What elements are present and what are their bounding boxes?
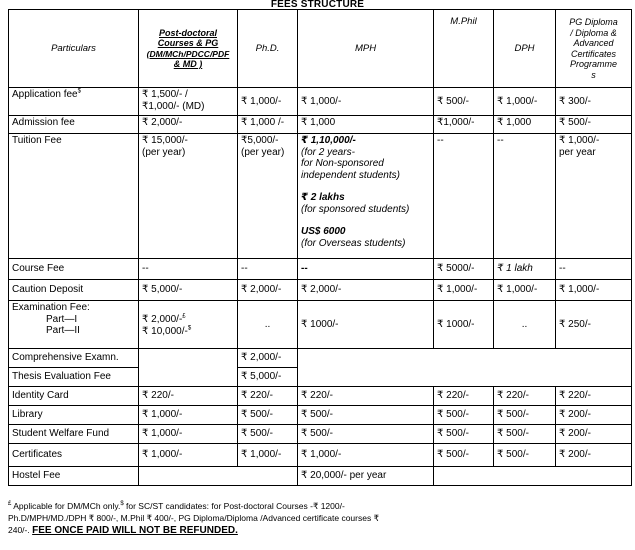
cell-mph: ₹ 500/- xyxy=(298,406,434,425)
cell-dph: ₹ 1,000/- xyxy=(494,280,556,301)
cell-phd: ₹ 2,000/- xyxy=(238,280,298,301)
cell-pgd: ₹ 1,000/- xyxy=(556,280,632,301)
cell-postdoc: ₹ 1,500/- / ₹1,000/- (MD) xyxy=(139,88,238,116)
cell-phd: ₹ 1,000/- xyxy=(238,88,298,116)
cell-mph: -- xyxy=(298,259,434,280)
footnote xyxy=(8,500,631,537)
row-label: Identity Card xyxy=(9,387,139,406)
cell-dph: ₹ 500/- xyxy=(494,406,556,425)
cell-dph: ₹ 1,000/- xyxy=(494,88,556,116)
header-postdoc-line: Post-doctoral xyxy=(158,27,217,38)
cell-postdoc: ₹ 2,000/- xyxy=(139,116,238,134)
header-mph: MPH xyxy=(298,10,434,88)
table-row xyxy=(9,134,632,259)
header-postdoc xyxy=(139,10,238,88)
table-row xyxy=(9,116,632,134)
cell-pgd: ₹ 300/- xyxy=(556,88,632,116)
table-row xyxy=(9,425,632,444)
cell-mph: ₹ 220/- xyxy=(298,387,434,406)
footnote-line-2: Ph.D/MPH/MD./DPH ₹ 800/-, M.Phil ₹ 400/-, PG Diploma/Diploma /Advanced certificate courses ₹ xyxy=(8,513,379,523)
table-row xyxy=(9,280,632,301)
cell-mph: ₹ 20,000/- per year xyxy=(298,467,434,486)
cell-pgd: ₹ 200/- xyxy=(556,406,632,425)
row-label: Student Welfare Fund xyxy=(9,425,139,444)
cell-dph: .. xyxy=(494,301,556,349)
row-label: Comprehensive Examn. xyxy=(9,349,139,368)
cell-mphil: ₹ 220/- xyxy=(434,387,494,406)
cell-phd: -- xyxy=(238,259,298,280)
cell-mphil: ₹1,000/- xyxy=(434,116,494,134)
row-label: Library xyxy=(9,406,139,425)
header-pgd-line: PG Diploma xyxy=(569,17,618,27)
cell-mphil: ₹ 1,000/- xyxy=(434,280,494,301)
header-postdoc-line: Courses & PG xyxy=(157,38,219,48)
cell-phd: ₹ 220/- xyxy=(238,387,298,406)
cell-mphil: ₹ 500/- xyxy=(434,406,494,425)
header-row xyxy=(9,10,632,88)
table-row xyxy=(9,349,632,368)
cell-postdoc xyxy=(139,349,238,387)
row-label: Application fee$ xyxy=(9,88,139,116)
header-pgd-line: Advanced xyxy=(573,38,614,48)
cell-mph: ₹ 1,000/- xyxy=(298,88,434,116)
cell-phd: ₹ 1,000 /- xyxy=(238,116,298,134)
cell-phd: ₹5,000/- (per year) xyxy=(238,134,298,259)
header-mphil: M.Phil xyxy=(434,10,494,88)
header-dph: DPH xyxy=(494,10,556,88)
cell-mphil: ₹ 5000/- xyxy=(434,259,494,280)
cell-blank xyxy=(434,467,632,486)
table-row xyxy=(9,88,632,116)
table-row xyxy=(9,467,632,486)
cell-postdoc: -- xyxy=(139,259,238,280)
cell-postdoc: ₹ 1,000/- xyxy=(139,444,238,467)
table-row xyxy=(9,444,632,467)
cell-dph: ₹ 500/- xyxy=(494,425,556,444)
header-pgd-line: s xyxy=(591,69,596,80)
header-pgd xyxy=(556,10,632,88)
cell-phd: ₹ 1,000/- xyxy=(238,444,298,467)
row-label: Examination Fee: Part—I Part—II xyxy=(9,301,139,349)
header-pgd-line: Certificates xyxy=(570,48,616,59)
header-particulars: Particulars xyxy=(9,10,139,88)
cell-dph: -- xyxy=(494,134,556,259)
cell-postdoc: ₹ 2,000/-£ ₹ 10,000/-$ xyxy=(139,301,238,349)
cell-postdoc: ₹ 15,000/- (per year) xyxy=(139,134,238,259)
refund-notice: FEE ONCE PAID WILL NOT BE REFUNDED. xyxy=(32,525,238,536)
cell-pgd: ₹ 1,000/- per year xyxy=(556,134,632,259)
cell-pgd: ₹ 200/- xyxy=(556,444,632,467)
cell-postdoc: ₹ 5,000/- xyxy=(139,280,238,301)
cell-phd: .. xyxy=(238,301,298,349)
fees-table xyxy=(8,9,632,486)
row-label: Course Fee xyxy=(9,259,139,280)
cell-pgd: ₹ 200/- xyxy=(556,425,632,444)
header-pgd-line: / Diploma & xyxy=(570,27,617,38)
cell-mph: ₹ 1000/- xyxy=(298,301,434,349)
cell-dph: ₹ 500/- xyxy=(494,444,556,467)
footnote-line-3: 240/-. FEE ONCE PAID WILL NOT BE REFUNDED. xyxy=(8,525,238,536)
header-postdoc-line: (DM/MCh/PDCC/PDF xyxy=(146,48,230,59)
cell-phd: ₹ 2,000/- xyxy=(238,349,298,368)
cell-pgd: ₹ 500/- xyxy=(556,116,632,134)
cell-mph: ₹ 1,10,000/- (for 2 years- for Non-sponsored independent students) ₹ 2 lakhs (for sponsored students) US$ 6000 (for Overseas students) xyxy=(298,134,434,259)
row-label: Hostel Fee xyxy=(9,467,139,486)
cell-dph: ₹ 1,000 xyxy=(494,116,556,134)
cell-mph: ₹ 1,000 xyxy=(298,116,434,134)
row-label: Admission fee xyxy=(9,116,139,134)
cell-blank xyxy=(139,467,298,486)
cell-postdoc: ₹ 220/- xyxy=(139,387,238,406)
cell-phd: ₹ 5,000/- xyxy=(238,368,298,387)
cell-pgd: ₹ 250/- xyxy=(556,301,632,349)
cell-blank xyxy=(298,349,632,387)
table-row xyxy=(9,259,632,280)
row-label: Caution Deposit xyxy=(9,280,139,301)
footnote-line-1: £ Applicable for DM/MCh only.$ for SC/ST candidates: for Post-doctoral Courses -₹ 1200/- xyxy=(8,501,345,511)
header-postdoc-line: & MD ) xyxy=(173,59,203,69)
cell-pgd: -- xyxy=(556,259,632,280)
row-label: Thesis Evaluation Fee xyxy=(9,368,139,387)
cell-phd: ₹ 500/- xyxy=(238,406,298,425)
page-title: FEES STRUCTURE xyxy=(270,0,365,10)
table-row xyxy=(9,406,632,425)
row-label: Tuition Fee xyxy=(9,134,139,259)
table-row xyxy=(9,301,632,349)
row-label: Certificates xyxy=(9,444,139,467)
cell-mphil: ₹ 500/- xyxy=(434,444,494,467)
cell-postdoc: ₹ 1,000/- xyxy=(139,425,238,444)
cell-mph: ₹ 500/- xyxy=(298,425,434,444)
cell-mphil: -- xyxy=(434,134,494,259)
cell-mph: ₹ 2,000/- xyxy=(298,280,434,301)
cell-dph: ₹ 220/- xyxy=(494,387,556,406)
header-pgd-line: Programme xyxy=(569,59,617,69)
cell-mphil: ₹ 1000/- xyxy=(434,301,494,349)
cell-mphil: ₹ 500/- xyxy=(434,425,494,444)
cell-mphil: ₹ 500/- xyxy=(434,88,494,116)
cell-postdoc: ₹ 1,000/- xyxy=(139,406,238,425)
cell-pgd: ₹ 220/- xyxy=(556,387,632,406)
cell-phd: ₹ 500/- xyxy=(238,425,298,444)
cell-dph: ₹ 1 lakh xyxy=(494,259,556,280)
cell-mph: ₹ 1,000/- xyxy=(298,444,434,467)
header-phd: Ph.D. xyxy=(238,10,298,88)
table-row xyxy=(9,387,632,406)
